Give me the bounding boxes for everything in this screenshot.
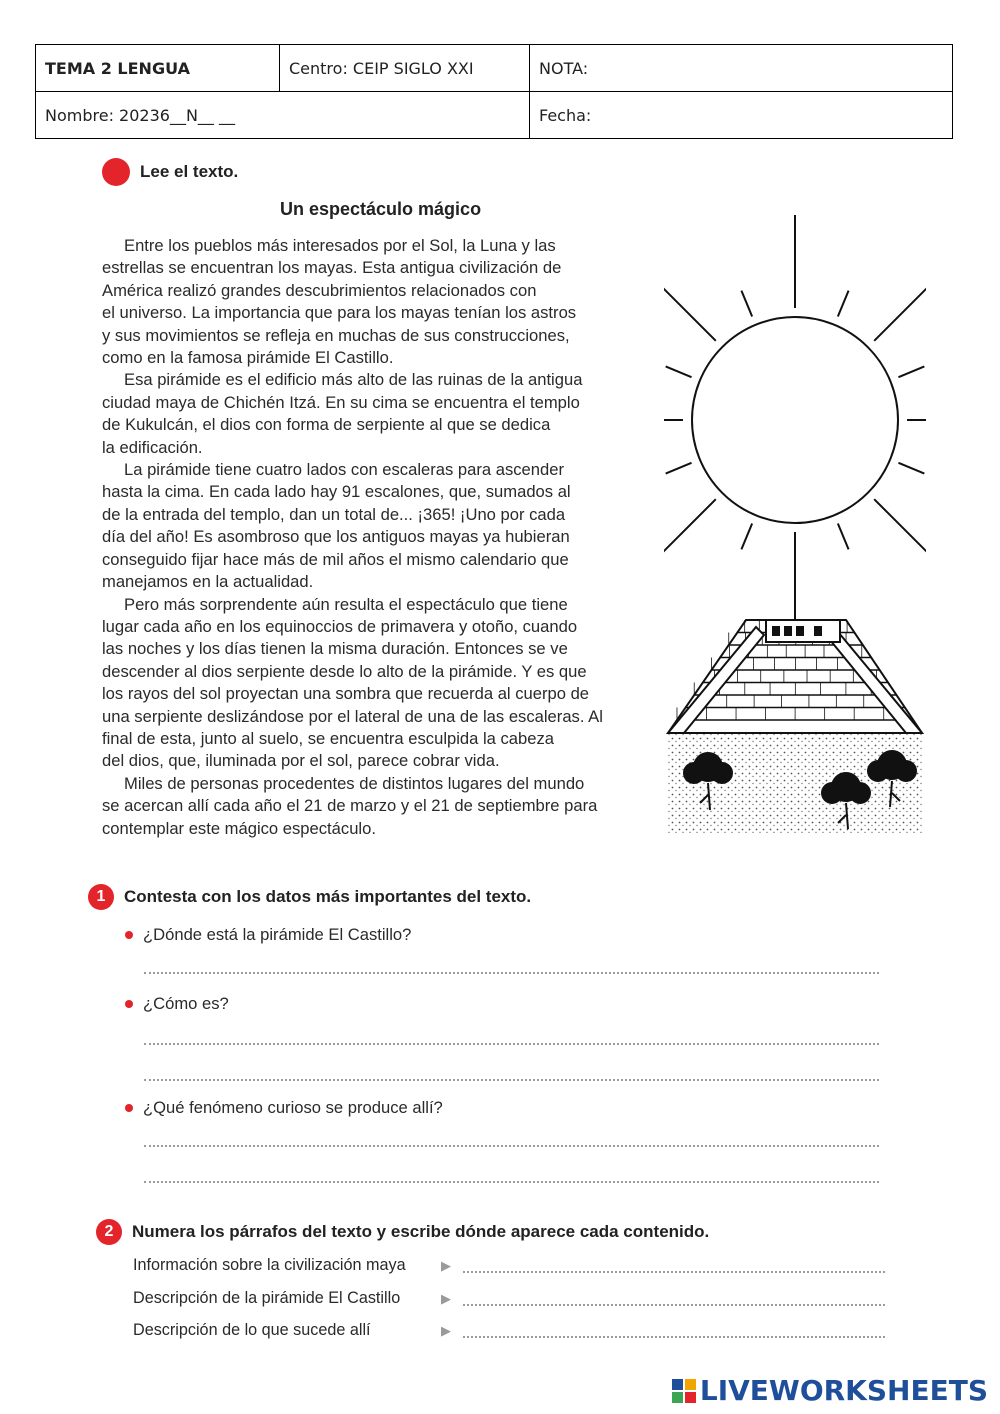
- reading-line: el universo. La importancia que para los mayas tenían los astros: [102, 303, 577, 323]
- question-1: [125, 925, 411, 945]
- exercise2-row-1: [133, 1256, 885, 1275]
- reading-line: de Kukulcán, el dios con forma de serpiente al que se dedica: [102, 415, 551, 435]
- question-3-text: ¿Qué fenómeno curioso se produce allí?: [143, 1098, 443, 1117]
- brand-text: LIVEWORKSHEETS: [699, 1374, 988, 1407]
- nombre-cell[interactable]: Nombre: 20236__N__ __: [36, 92, 530, 139]
- reading-line: Pero más sorprendente aún resulta el espectáculo que tiene: [124, 594, 568, 614]
- reading-body: [102, 235, 662, 840]
- nota-cell[interactable]: NOTA:: [530, 45, 953, 92]
- answer-line-2b[interactable]: [144, 1079, 879, 1081]
- header-table: [35, 44, 953, 139]
- fecha-cell[interactable]: Fecha:: [530, 92, 953, 139]
- row-1-label: Información sobre la civilización maya: [133, 1256, 406, 1274]
- reading-title: Un espectáculo mágico: [280, 199, 482, 219]
- reading-line: de la entrada del templo, dan un total de... ¡365! ¡Uno por cada: [102, 504, 566, 524]
- reading-line: se acercan allí cada año el 21 de marzo y el 21 de septiembre para: [102, 796, 598, 816]
- reading-line: Miles de personas procedentes de distintos lugares del mundo: [124, 773, 585, 793]
- question-3: [125, 1098, 443, 1118]
- reading-line: La pirámide tiene cuatro lados con escaleras para ascender: [124, 460, 564, 480]
- reading-line: los rayos del sol proyectan una sombra que recuerda al cuerpo de: [102, 684, 590, 704]
- reading-line: como en la famosa pirámide El Castillo.: [102, 348, 394, 368]
- arrow-icon: ▶: [441, 1290, 451, 1306]
- row-2-label: Descripción de la pirámide El Castillo: [133, 1289, 401, 1307]
- reading-line: día del año! Es asombroso que los antiguos mayas ya hubieran: [102, 527, 570, 547]
- exercise2-number: 2: [96, 1219, 122, 1245]
- answer-line-3a[interactable]: [144, 1145, 879, 1147]
- reading-line: final de esta, junto al suelo, se encuentra esculpida la cabeza: [102, 728, 555, 748]
- pyramid-icon: [668, 620, 922, 833]
- exercise1-number: 1: [88, 884, 114, 910]
- reading-line: manejamos en la actualidad.: [102, 572, 314, 592]
- liveworksheets-logo-icon: [672, 1379, 696, 1403]
- reading-line: conseguido fijar hace más de mil años el mismo calendario que: [102, 549, 569, 569]
- question-2: [125, 994, 229, 1014]
- row-1-answer-line[interactable]: [463, 1271, 885, 1273]
- red-dot-icon: [102, 158, 130, 186]
- reading-line: ciudad maya de Chichén Itzá. En su cima se encuentra el templo: [102, 392, 580, 412]
- reading-line: una serpiente deslizándose por el lateral de una de las escaleras. Al: [102, 706, 603, 726]
- centro-cell: Centro: CEIP SIGLO XXI: [280, 45, 530, 92]
- reading-line: Entre los pueblos más interesados por el Sol, la Luna y las: [124, 236, 556, 255]
- exercise1-instruction: [88, 884, 531, 910]
- bullet-icon: [125, 931, 133, 939]
- tema-cell: TEMA 2 LENGUA: [36, 45, 280, 92]
- reading-line: América realizó grandes descubrimientos relacionados con: [102, 280, 537, 300]
- reading-line: las noches y los días tienen la misma duración. Entonces se ve: [102, 639, 568, 659]
- row-3-answer-line[interactable]: [463, 1336, 885, 1338]
- reading-line: y sus movimientos se refleja en muchas de sus construcciones,: [102, 325, 570, 345]
- reading-line: del dios, que, iluminada por el sol, parece cobrar vida.: [102, 751, 500, 771]
- reading-instruction-text: Lee el texto.: [140, 162, 239, 181]
- reading-instruction: [102, 158, 238, 186]
- answer-line-1[interactable]: [144, 972, 879, 974]
- sun-icon: [664, 215, 926, 625]
- arrow-icon: ▶: [441, 1257, 451, 1273]
- exercise2-row-2: [133, 1289, 885, 1308]
- question-1-text: ¿Dónde está la pirámide El Castillo?: [143, 925, 412, 944]
- liveworksheets-brand: [672, 1374, 988, 1407]
- reading-line: hasta la cima. En cada lado hay 91 escalones, que, sumados al: [102, 482, 571, 502]
- row-3-label: Descripción de lo que sucede allí: [133, 1321, 371, 1339]
- reading-line: estrellas se encuentran los mayas. Esta antigua civilización de: [102, 258, 562, 278]
- reading-line: contemplar este mágico espectáculo.: [102, 818, 376, 838]
- reading-line: lugar cada año en los equinoccios de primavera y otoño, cuando: [102, 616, 578, 636]
- arrow-icon: ▶: [441, 1322, 451, 1338]
- reading-line: descender al dios serpiente desde lo alto de la pirámide. Y es que: [102, 661, 587, 681]
- sun-pyramid-illustration: [664, 205, 926, 835]
- reading-line: Esa pirámide es el edificio más alto de las ruinas de la antigua: [124, 370, 583, 390]
- exercise2-row-3: [133, 1321, 885, 1340]
- question-2-text: ¿Cómo es?: [143, 994, 229, 1013]
- bullet-icon: [125, 1000, 133, 1008]
- exercise1-instruction-text: Contesta con los datos más importantes del texto.: [124, 887, 532, 906]
- answer-line-2a[interactable]: [144, 1043, 879, 1045]
- row-2-answer-line[interactable]: [463, 1304, 885, 1306]
- exercise2-instruction-text: Numera los párrafos del texto y escribe dónde aparece cada contenido.: [132, 1222, 710, 1241]
- reading-line: la edificación.: [102, 437, 203, 457]
- exercise2-instruction: [96, 1219, 709, 1245]
- answer-line-3b[interactable]: [144, 1181, 879, 1183]
- bullet-icon: [125, 1104, 133, 1112]
